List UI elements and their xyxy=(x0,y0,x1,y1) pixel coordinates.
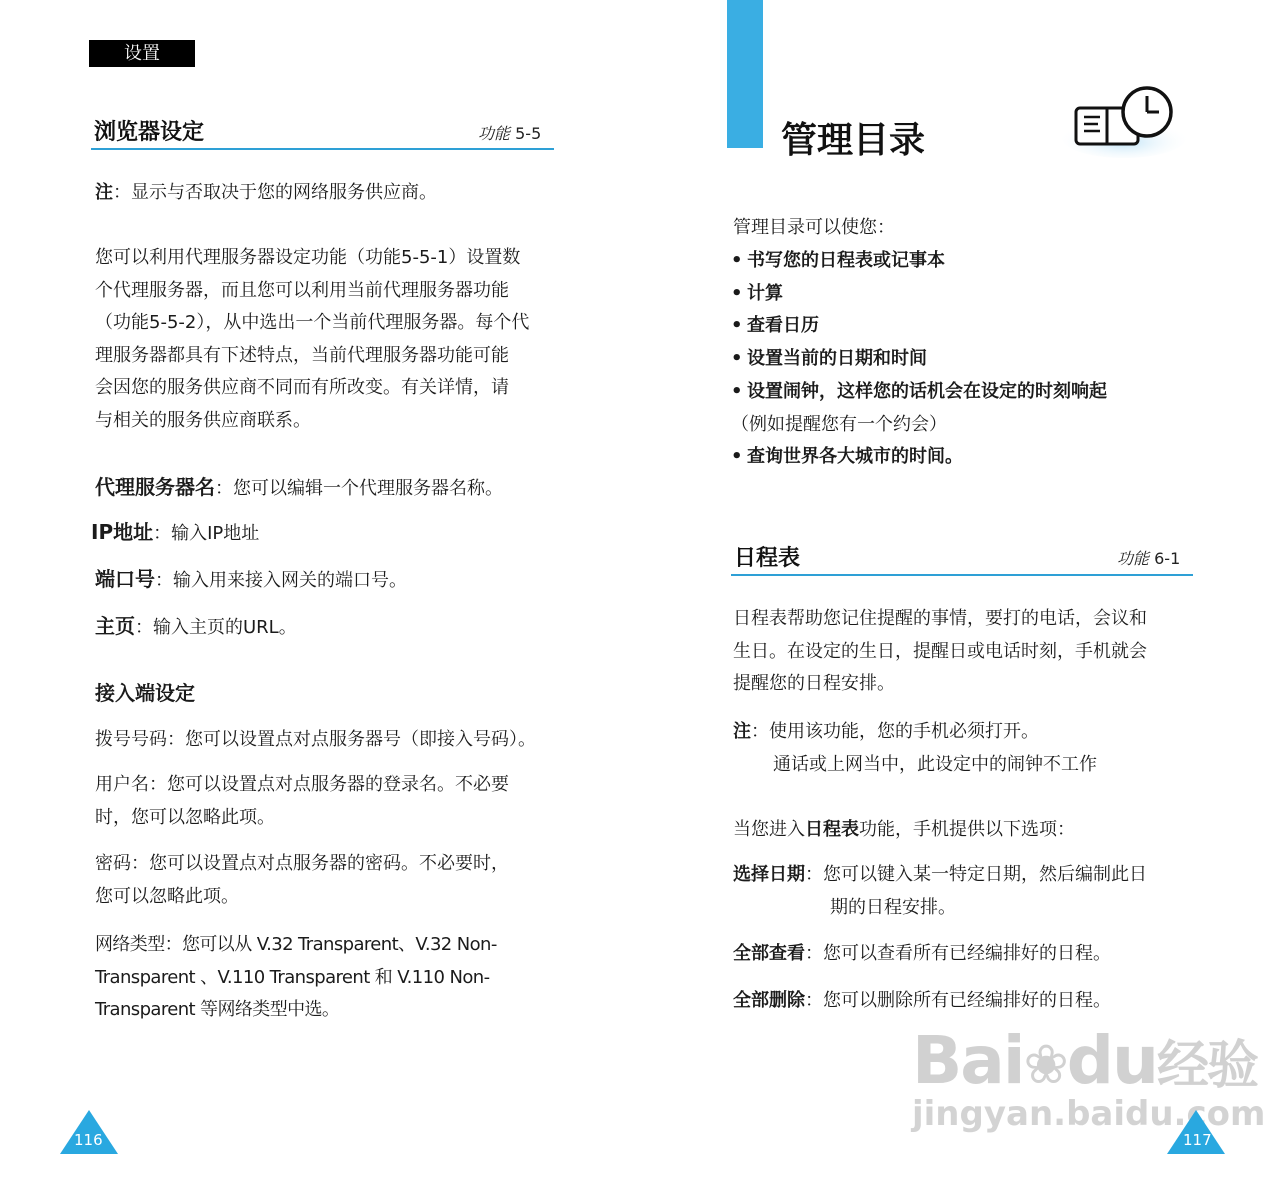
option-view-all: 全部查看：您可以查看所有已经编排好的日程。 xyxy=(733,943,1111,964)
list-item: • 查询世界各大城市的时间。 xyxy=(731,441,1107,474)
page-number: 116 xyxy=(74,1131,103,1149)
access-network-type: 网络类型：您可以从 V.32 Transparent、V.32 Non- Transparent 、V.110 Transparent 和 V.110 Non- Transparent 等网络类型中选。 xyxy=(95,934,497,1020)
intro-text: 管理目录可以使您： xyxy=(733,217,895,238)
item-homepage: 主页：输入主页的URL。 xyxy=(95,614,297,638)
item-ip: IP地址：输入IP地址 xyxy=(91,520,260,544)
watermark-url: jingyan.baidu.com xyxy=(912,1094,1266,1134)
list-item: • 设置当前的日期和时间 xyxy=(731,343,1107,376)
option-select-date: 选择日期：您可以键入某一特定日期，然后编制此日 期的日程安排。 xyxy=(733,864,1147,918)
chapter-bar xyxy=(727,0,763,148)
watermark-logo: Bai❀du经验 xyxy=(912,1022,1257,1099)
page-title: 浏览器设定 xyxy=(94,120,205,145)
chapter-title: 管理目录 xyxy=(781,120,926,161)
section-tag: 设置 xyxy=(89,40,195,67)
note: 注：显示与否取决于您的网络服务供应商。 xyxy=(95,182,437,203)
organizer-clock-icon xyxy=(1058,86,1188,158)
schedule-note: 注：使用该功能，您的手机必须打开。 通话或上网当中，此设定中的闹钟不工作 xyxy=(733,721,1097,775)
list-item: • 设置闹钟，这样您的话机会在设定的时刻响起 xyxy=(731,376,1107,409)
list-item-continuation: （例如提醒您有一个约会） xyxy=(731,413,947,435)
title-rule xyxy=(91,148,554,150)
access-username: 用户名：您可以设置点对点服务器的登录名。不必要 时，您可以忽略此项。 xyxy=(95,774,509,828)
function-ref: 功能 5-5 xyxy=(478,124,542,143)
options-intro: 当您进入日程表功能，手机提供以下选项： xyxy=(733,819,1075,840)
list-item: • 计算 xyxy=(731,278,1107,311)
list-item: • 查看日历 xyxy=(731,310,1107,343)
intro-paragraph: 您可以利用代理服务器设定功能（功能5-5-1）设置数 个代理服务器，而且您可以利用当前代理服务器功能 （功能5-5-2），从中选出一个当前代理服务器。每个代 理服务器都具有下述特点，当前代理服务器功能可能 会因您的服务供应商不同而有所改变。有关详情，请 与相关的服务供应商联系。 xyxy=(95,247,530,431)
item-proxy-name: 代理服务器名：您可以编辑一个代理服务器名称。 xyxy=(95,475,503,499)
item-port: 端口号：输入用来接入网关的端口号。 xyxy=(95,567,407,591)
section-title: 日程表 xyxy=(734,546,801,571)
access-dial: 拨号号码：您可以设置点对点服务器号（即接入号码）。 xyxy=(95,729,536,750)
page-number: 117 xyxy=(1183,1131,1212,1149)
subheading-access: 接入端设定 xyxy=(95,681,195,705)
access-password: 密码：您可以设置点对点服务器的密码。不必要时， 您可以忽略此项。 xyxy=(95,853,509,907)
feature-list xyxy=(731,245,1107,474)
paw-icon: ❀ xyxy=(1023,1033,1067,1096)
function-ref: 功能 6-1 xyxy=(1117,549,1181,568)
section-rule xyxy=(731,574,1193,576)
list-item: • 书写您的日程表或记事本 xyxy=(731,245,1107,278)
schedule-paragraph: 日程表帮助您记住提醒的事情，要打的电话，会议和 生日。在设定的生日，提醒日或电话时刻，手机就会 提醒您的日程安排。 xyxy=(733,608,1147,694)
option-delete-all: 全部删除：您可以删除所有已经编排好的日程。 xyxy=(733,990,1111,1011)
